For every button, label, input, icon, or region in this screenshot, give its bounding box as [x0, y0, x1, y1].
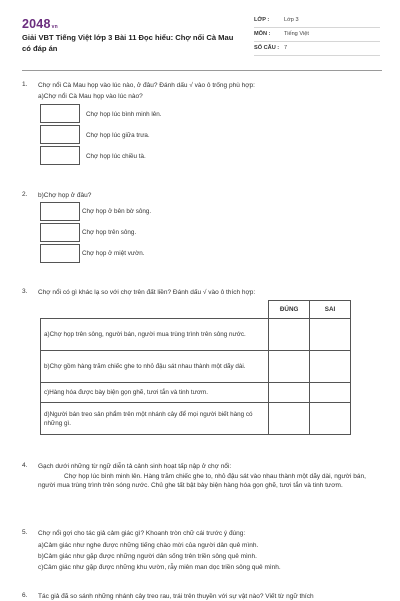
q3-header-blank — [41, 301, 269, 319]
meta-class-key: LỚP : — [254, 17, 270, 23]
q3-row-d-false-cell[interactable] — [310, 403, 351, 435]
meta-class-value: Lớp 3 — [284, 17, 299, 23]
q2-option-2: Chợ họp trên sông. — [82, 229, 137, 236]
table-row — [41, 403, 351, 435]
q5-text: Chợ nổi gợi cho tác giả cảm giác gì? Khoanh tròn chữ cái trước ý đúng: — [38, 530, 246, 537]
q3-header-true: ĐÚNG — [269, 301, 310, 319]
q3-number: 3. — [22, 288, 28, 295]
q1-text: Chợ nổi Cà Mau họp vào lúc nào, ở đâu? Đánh dấu √ vào ô trống phù hợp: — [38, 82, 255, 89]
q3-row-c: c)Hàng hóa được bày biện gọn ghẽ, tươi tắn và tinh tươm. — [41, 383, 269, 403]
q6-text: Tác giả đã so sánh những nhánh cây treo rau, trái trên thuyền với sự vật nào? Viết từ ngữ thích — [38, 593, 314, 600]
q1-option-1: Chợ họp lúc bình minh lên. — [86, 111, 162, 118]
q5-option-b: b)Cảm giác như gặp được những người dân sống trên triền sông quê mình. — [38, 553, 257, 560]
q1-checkbox-1[interactable] — [40, 104, 80, 123]
q5-option-a: a)Cảm giác như nghe được những tiếng chào mời của người dân quê mình. — [38, 542, 259, 549]
q3-row-d-true-cell[interactable] — [269, 403, 310, 435]
meta-subject-value: Tiếng Việt — [284, 31, 309, 37]
q3-text: Chợ nổi có gì khác lạ so với chợ trên đất liền? Đánh dấu √ vào ô thích hợp: — [38, 289, 256, 296]
q2-checkbox-2[interactable] — [40, 223, 80, 242]
meta-class — [254, 16, 380, 28]
q3-table-header — [41, 301, 351, 319]
q3-row-b: b)Chợ gồm hàng trăm chiếc ghe to nhỏ đậu sát nhau thành một dãy dài. — [41, 351, 269, 383]
table-row — [41, 319, 351, 351]
q1-checkbox-3[interactable] — [40, 146, 80, 165]
q3-row-a-true-cell[interactable] — [269, 319, 310, 351]
q1-option-3: Chợ họp lúc chiều tà. — [86, 153, 146, 160]
q6-number: 6. — [22, 592, 28, 599]
q2-option-3: Chợ họp ở miệt vườn. — [82, 250, 145, 257]
meta-subject-key: MÔN : — [254, 31, 271, 37]
q3-row-b-true-cell[interactable] — [269, 351, 310, 383]
logo-suffix: vn — [51, 24, 58, 30]
site-logo[interactable] — [22, 17, 58, 31]
meta-subject — [254, 30, 380, 42]
q3-row-c-true-cell[interactable] — [269, 383, 310, 403]
q3-row-b-false-cell[interactable] — [310, 351, 351, 383]
meta-count-value: 7 — [284, 45, 288, 51]
q4-paragraph: Chợ họp lúc bình minh lên. Hàng trăm chiếc ghe to, nhỏ đậu sát vào nhau thành một dãy dài, người bán, người mua trùng trình trên sóng nước. Chủ ghe tất bật bày biện hàng hóa gọn ghẽ, tươi tắn và tinh tươm. — [38, 473, 366, 489]
q2-option-1: Chợ họp ở bên bờ sông. — [82, 208, 152, 215]
q3-row-a-false-cell[interactable] — [310, 319, 351, 351]
page-title: Giải VBT Tiếng Việt lớp 3 Bài 11 Đọc hiểu: Chợ nổi Cà Mau có đáp án — [22, 33, 234, 53]
table-row — [41, 351, 351, 383]
q2-number: 2. — [22, 191, 28, 198]
q1-subquestion: a)Chợ nổi Cà Mau họp vào lúc nào? — [38, 93, 143, 100]
q2-checkbox-1[interactable] — [40, 202, 80, 221]
logo-text: 2048 — [22, 17, 51, 31]
q1-number: 1. — [22, 81, 28, 88]
q1-option-2: Chợ họp lúc giữa trưa. — [86, 132, 150, 139]
header-divider — [22, 70, 382, 71]
q1-checkbox-2[interactable] — [40, 125, 80, 144]
table-row — [41, 383, 351, 403]
meta-count — [254, 44, 380, 56]
q2-checkbox-3[interactable] — [40, 244, 80, 263]
q4-text: Gạch dưới những từ ngữ diễn tả cảnh sinh hoạt tấp nập ở chợ nổi: — [38, 463, 232, 470]
q5-number: 5. — [22, 529, 28, 536]
q4-number: 4. — [22, 462, 28, 469]
q3-header-false: SAI — [310, 301, 351, 319]
q2-text: b)Chợ họp ở đâu? — [38, 192, 92, 199]
q3-table — [40, 300, 351, 435]
q3-row-c-false-cell[interactable] — [310, 383, 351, 403]
q5-option-c: c)Cảm giác như gặp được những khu vườn, rẫy miên man dọc triền sông quê mình. — [38, 564, 281, 571]
meta-count-key: SỐ CÂU : — [254, 45, 280, 51]
q3-row-d: d)Người bán treo sản phẩm trên một nhánh cây để mọi người biết hàng có những gì. — [41, 403, 269, 435]
q3-row-a: a)Chợ họp trên sông, người bán, người mua trùng trình trên sông nước. — [41, 319, 269, 351]
